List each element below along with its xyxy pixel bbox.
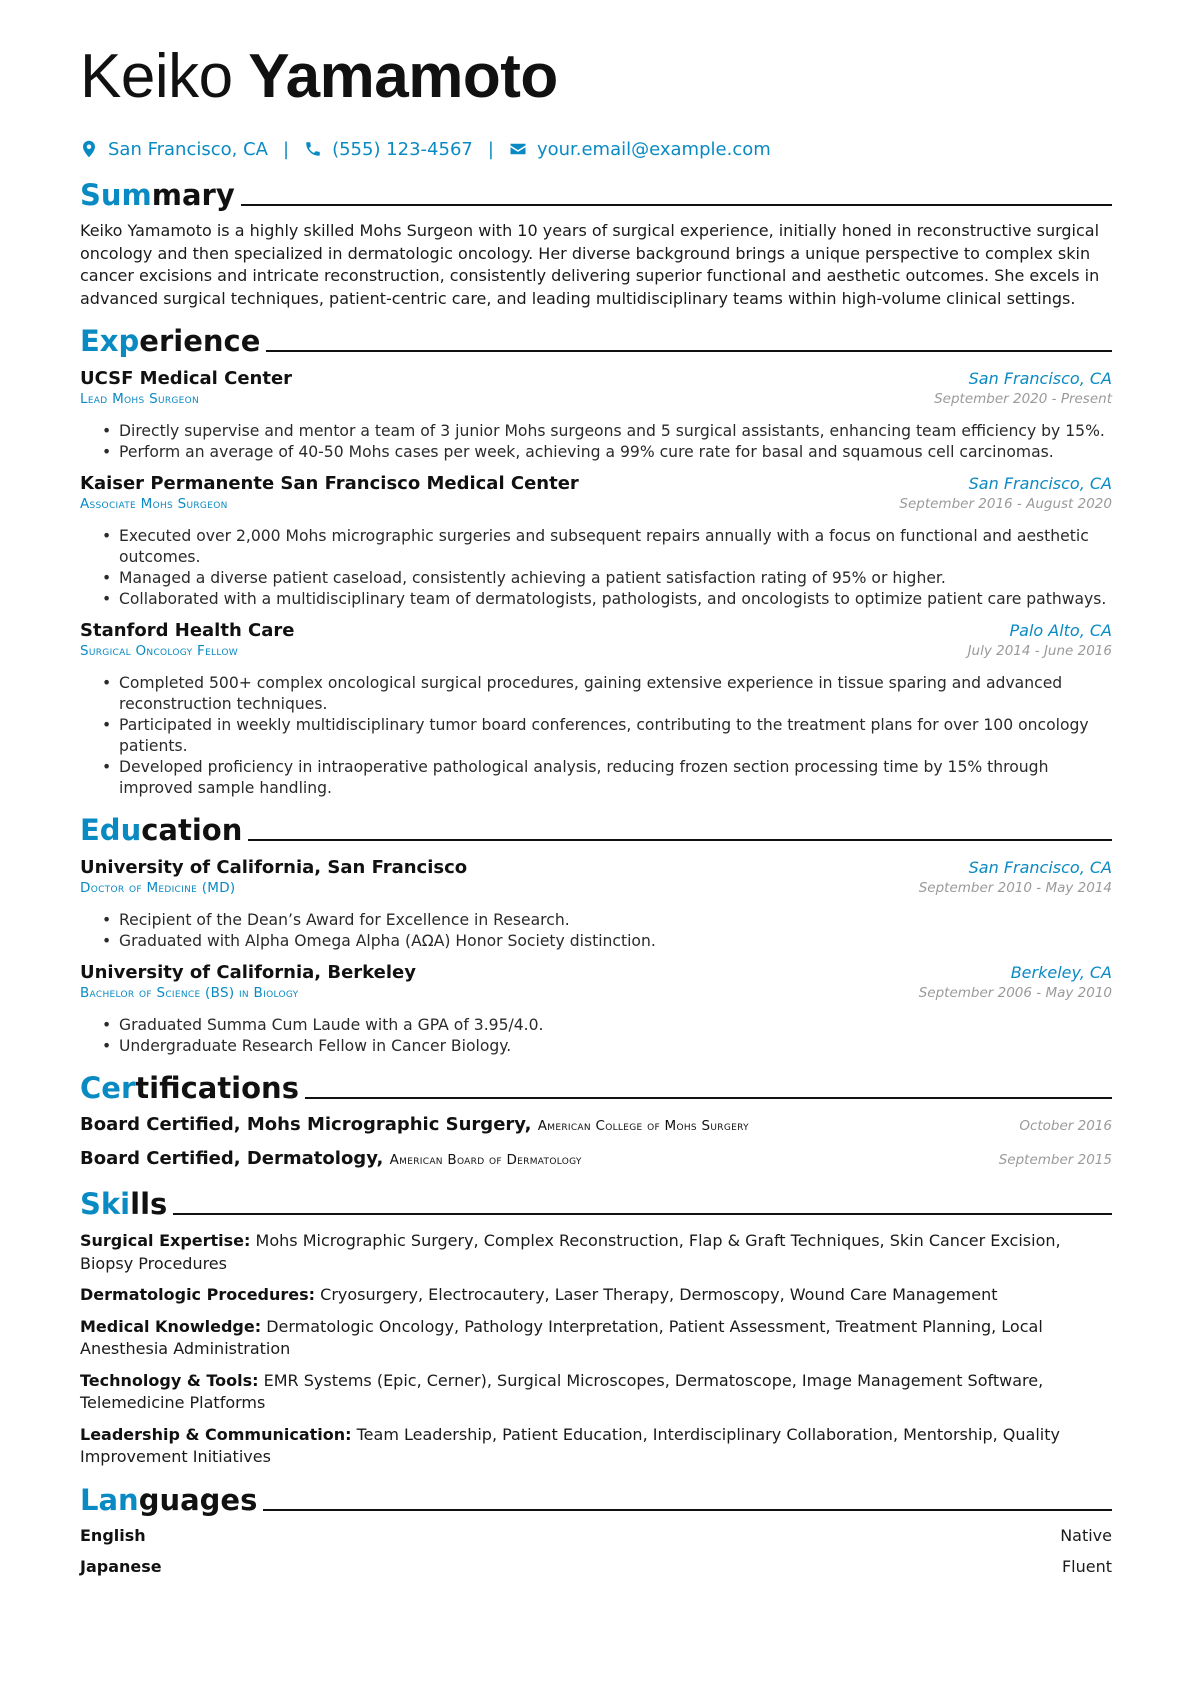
school-name: University of California, San Francisco <box>80 857 468 879</box>
skill-value: Mohs Micrographic Surgery, Complex Reconstruction, Flap & Graft Techniques, Skin Cancer Excision, Biopsy Procedures <box>80 1231 1061 1273</box>
summary-section <box>80 172 1112 310</box>
certification-name: Board Certified, Dermatology <box>80 1148 377 1170</box>
summary-text: Keiko Yamamoto is a highly skilled Mohs Surgeon with 10 years of surgical experience, initially honed in reconstructive surgical oncology and then specialized in dermatologic oncology. Her diverse background brings a unique perspective to complex skin cancer excisions and intricate reconstruction, consistently delivering superior functional and aesthetic outcomes. She excels in advanced surgical techniques, patient-centric care, and leading multidisciplinary teams within high-volume clinical settings. <box>80 221 1100 308</box>
skill-item <box>80 1316 1112 1361</box>
entry-location: San Francisco, CA <box>968 858 1112 878</box>
skill-label: Surgical Expertise: <box>80 1231 251 1251</box>
entry-location: Palo Alto, CA <box>1009 621 1112 641</box>
section-rule <box>173 1213 1112 1215</box>
language-item <box>80 1526 1112 1548</box>
location-text: San Francisco, CA <box>108 138 268 160</box>
bullet-list <box>80 421 1112 463</box>
skill-label: Medical Knowledge: <box>80 1316 262 1336</box>
entry-dates: September 2006 - May 2010 <box>918 985 1112 1002</box>
bullet-item: • Collaborated with a multidisciplinary team of dermatologists, pathologists, and oncologists to optimize patient care pathways. <box>102 589 1112 610</box>
section-title: Experience <box>80 324 261 359</box>
employer-name: UCSF Medical Center <box>80 368 293 390</box>
bullet-item: • Recipient of the Dean’s Award for Excellence in Research. <box>102 910 1112 931</box>
map-pin-icon <box>80 140 98 158</box>
employer-name: Kaiser Permanente San Francisco Medical Center <box>80 473 579 495</box>
contact-separator: | <box>487 138 494 160</box>
skill-item <box>80 1370 1112 1415</box>
education-entry <box>80 857 1112 952</box>
bullet-list <box>80 1015 1112 1057</box>
certification-item: Board Certified, Mohs Micrographic Surgery, American College of Mohs Surgery October 2016 <box>80 1114 1112 1136</box>
experience-heading <box>80 318 1112 358</box>
certification-date: September 2015 <box>998 1152 1112 1169</box>
job-title: Associate Mohs Surgeon <box>80 496 228 513</box>
employer-name: Stanford Health Care <box>80 620 295 642</box>
experience-entry <box>80 620 1112 799</box>
language-item <box>80 1557 1112 1579</box>
skill-item <box>80 1424 1112 1469</box>
email-link: your.email@example.com <box>536 138 771 160</box>
section-rule <box>266 350 1112 352</box>
certifications-heading <box>80 1065 1112 1105</box>
certification-date: October 2016 <box>1019 1118 1112 1135</box>
contact-email[interactable] <box>509 139 771 160</box>
bullet-item: • Perform an average of 40-50 Mohs cases per week, achieving a 99% cure rate for basal and squamous cell carcinomas. <box>102 442 1112 463</box>
section-title: Certifications <box>80 1071 299 1106</box>
certification-item: Board Certified, Dermatology, American Board of Dermatology September 2015 <box>80 1148 1112 1170</box>
skill-label: Leadership & Communication: <box>80 1424 352 1444</box>
bullet-item: • Managed a diverse patient caseload, consistently achieving a patient satisfaction rating of 95% or higher. <box>102 568 1112 589</box>
contact-separator: | <box>282 138 290 160</box>
entry-location: Berkeley, CA <box>1010 963 1112 983</box>
bullet-list <box>80 910 1112 952</box>
section-title: Summary <box>80 178 235 212</box>
section-rule <box>263 1509 1112 1511</box>
bullet-item: • Graduated Summa Cum Laude with a GPA of 3.95/4.0. <box>102 1015 1112 1036</box>
job-title: Surgical Oncology Fellow <box>80 643 238 660</box>
section-rule <box>248 839 1112 841</box>
language-name: English <box>80 1525 146 1545</box>
education-entry <box>80 962 1112 1057</box>
skill-value: Team Leadership, Patient Education, Interdisciplinary Collaboration, Mentorship, Quality Improvement Initiatives <box>80 1424 1060 1467</box>
skill-label: Technology & Tools: <box>80 1370 259 1390</box>
experience-section <box>80 318 1112 799</box>
skill-value: EMR Systems (Epic, Cerner), Surgical Microscopes, Dermatoscope, Image Management Software, Telemedicine Platforms <box>80 1370 1044 1413</box>
education-heading <box>80 807 1112 847</box>
envelope-icon <box>509 140 527 158</box>
bullet-item: • Directly supervise and mentor a team of 3 junior Mohs surgeons and 5 surgical assistants, enhancing team efficiency by 15%. <box>102 421 1112 442</box>
bullet-item: • Developed proficiency in intraoperative pathological analysis, reducing frozen section processing time by 15% through improved sample handling. <box>102 757 1112 799</box>
experience-entry <box>80 368 1112 463</box>
entry-dates: July 2014 - June 2016 <box>967 643 1112 660</box>
candidate-name <box>80 36 1112 118</box>
entry-location: San Francisco, CA <box>968 369 1112 389</box>
degree: Doctor of Medicine (MD) <box>80 880 236 897</box>
language-level: Fluent <box>1061 1556 1112 1576</box>
skills-heading <box>80 1181 1112 1221</box>
certifications-section <box>80 1065 1112 1173</box>
entry-dates: September 2020 - Present <box>934 391 1112 408</box>
section-title: Languages <box>80 1482 258 1517</box>
certification-name: Board Certified, Mohs Micrographic Surgery <box>80 1114 525 1136</box>
entry-location: San Francisco, CA <box>968 474 1112 494</box>
education-section <box>80 807 1112 1057</box>
languages-heading <box>80 1477 1112 1517</box>
skills-section <box>80 1181 1112 1469</box>
bullet-item: • Graduated with Alpha Omega Alpha (ΑΩΑ) Honor Society distinction. <box>102 931 1112 952</box>
section-rule <box>305 1097 1112 1099</box>
languages-section <box>80 1477 1112 1579</box>
section-title: Skills <box>80 1187 168 1222</box>
section-title: Education <box>80 813 243 848</box>
certification-issuer: American College of Mohs Surgery <box>537 1118 749 1135</box>
language-level: Native <box>1060 1525 1112 1545</box>
bullet-item: • Undergraduate Research Fellow in Cancer Biology. <box>102 1036 1112 1057</box>
section-rule <box>241 204 1112 206</box>
skill-item <box>80 1230 1112 1275</box>
job-title: Lead Mohs Surgeon <box>80 391 200 408</box>
certification-issuer: American Board of Dermatology <box>389 1152 582 1169</box>
bullet-list <box>80 526 1112 610</box>
last-name: Yamamoto <box>248 42 558 111</box>
language-name: Japanese <box>80 1556 162 1576</box>
first-name: Keiko <box>80 42 233 111</box>
skill-label: Dermatologic Procedures: <box>80 1285 316 1305</box>
bullet-list <box>80 673 1112 799</box>
bullet-item: • Completed 500+ complex oncological surgical procedures, gaining extensive experience in tissue sparing and advanced reconstruction techniques. <box>102 673 1112 715</box>
skill-value: Cryosurgery, Electrocautery, Laser Therapy, Dermoscopy, Wound Care Management <box>320 1285 998 1305</box>
entry-dates: September 2016 - August 2020 <box>899 496 1112 513</box>
bullet-item: • Participated in weekly multidisciplinary tumor board conferences, contributing to the treatment plans for over 100 oncology patients. <box>102 715 1112 757</box>
skill-value: Dermatologic Oncology, Pathology Interpretation, Patient Assessment, Treatment Planning, Local Anesthesia Administration <box>80 1316 1043 1359</box>
summary-heading <box>80 172 1112 212</box>
phone-icon <box>304 140 322 158</box>
skill-item <box>80 1284 1112 1307</box>
phone-text: (555) 123-4567 <box>332 138 473 160</box>
degree: Bachelor of Science (BS) in Biology <box>80 985 299 1002</box>
contact-bar <box>80 134 1112 164</box>
entry-dates: September 2010 - May 2014 <box>918 880 1112 897</box>
contact-phone[interactable] <box>304 139 473 160</box>
contact-location <box>80 139 268 160</box>
bullet-item: • Executed over 2,000 Mohs micrographic surgeries and subsequent repairs annually with a focus on functional and aesthetic outcomes. <box>102 526 1112 568</box>
school-name: University of California, Berkeley <box>80 962 416 984</box>
experience-entry <box>80 473 1112 610</box>
